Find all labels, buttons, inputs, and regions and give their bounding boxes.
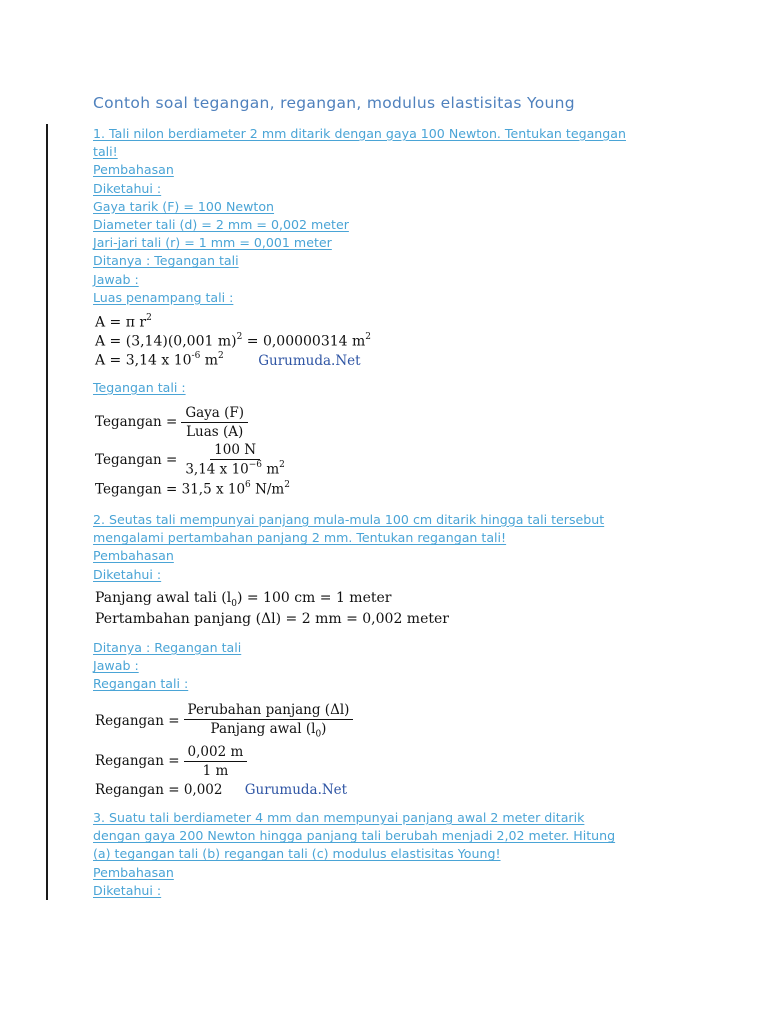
- gurumuda-watermark: Gurumuda.Net: [258, 352, 361, 369]
- q3-line: Diketahui :: [93, 882, 162, 898]
- stress-equation: [95, 403, 290, 500]
- strain-eq-line-2: Regangan = $\frac{0,002 m}{1 m}$: [95, 742, 353, 780]
- q2-line: 2. Seutas tali mempunyai panjang mula-mula 100 cm ditarik hingga tali tersebut: [93, 512, 605, 527]
- q1-line: Gaya tarik (F) = 100 Newton: [93, 198, 275, 214]
- strain-fraction-1: $\frac{\text{Perubahan panjang (Δl)}}{Panjang awal (l_0)}$: [184, 702, 354, 740]
- strain-equation: [95, 700, 353, 801]
- stress-eq-result: Tegangan = 31,5 x $10^6$ $N/m^2$: [95, 480, 290, 498]
- area-equation: [95, 314, 371, 371]
- stress-fraction-1: $\frac{\text{Gaya (F)}}{\text{Luas (A)}}$: [181, 405, 248, 440]
- q1-line: Ditanya : Tegangan tali: [93, 253, 239, 269]
- q2-line: Jawab :: [93, 658, 139, 674]
- gurumuda-watermark: Gurumuda.Net: [244, 782, 348, 798]
- q1-line: Jari-jari tali (r) = 1 mm = 0,001 meter: [93, 235, 332, 251]
- question-2-cont[interactable]: [93, 639, 693, 694]
- q1-line: Diameter tali (d) = 2 mm = 0,002 meter: [93, 217, 349, 233]
- q2-line: Ditanya : Regangan tali: [93, 640, 242, 655]
- q2-line: mengalami pertambahan panjang 2 mm. Tentukan regangan tali!: [93, 530, 507, 546]
- page-title: Contoh soal tegangan, regangan, modulus elastisitas Young: [93, 94, 575, 112]
- given-eq-line-1: Panjang awal tali $(l_0) = 100$ cm = 1 meter: [95, 590, 392, 609]
- left-margin-rule: [46, 124, 48, 900]
- given-eq-line-2: Pertambahan panjang (Δl) = 2 mm = 0,002 meter: [95, 611, 449, 627]
- stress-eq-line-2: Tegangan = $\frac{100 N}{3,14 x 10^{-6} m^2}$: [95, 441, 290, 479]
- stress-label: Tegangan tali :: [93, 380, 186, 395]
- strain-eq-line-1: Regangan = $\frac{\text{Perubahan panjang (Δl)}}{Panjang awal (l_0)}$: [95, 700, 353, 742]
- q3-line: dengan gaya 200 Newton hingga panjang tali berubah menjadi 2,02 meter. Hitung: [93, 828, 616, 844]
- stress-eq-line-1: Tegangan = $\frac{\text{Gaya (F)}}{\text{Luas (A)}}$: [95, 403, 290, 441]
- q3-line: (a) tegangan tali (b) regangan tali (c) modulus elastisitas Young!: [93, 846, 501, 862]
- q1-line: tali!: [93, 144, 118, 160]
- q2-line: Pembahasan: [93, 548, 174, 564]
- q2-line: Regangan tali :: [93, 676, 189, 692]
- q3-line: 3. Suatu tali berdiameter 4 mm dan mempunyai panjang awal 2 meter ditarik: [93, 810, 585, 825]
- q1-line: Pembahasan: [93, 162, 174, 178]
- question-2-text[interactable]: [93, 511, 693, 584]
- area-eq-line-1: A = π $r^2$: [95, 313, 152, 331]
- q1-line: Diketahui :: [93, 180, 162, 196]
- q3-line: Pembahasan: [93, 864, 174, 880]
- area-eq-line-2: A = (3,14)(0,001 m)$^2$ = 0,00000314 $m^2$: [95, 332, 372, 350]
- question-1-text[interactable]: [93, 125, 693, 307]
- question-3-text[interactable]: [93, 809, 693, 900]
- stress-fraction-2: $\frac{100 N}{3,14 x 10^{-6} m^2}$: [185, 442, 285, 478]
- q1-line: Jawab :: [93, 271, 139, 287]
- given-equation: [95, 590, 449, 630]
- strain-eq-result: Regangan = 0,002 Gurumuda.Net: [95, 782, 348, 798]
- area-eq-line-3: A = 3,14 x $10^{-6}$ $m^2$ Gurumuda.Net: [95, 351, 361, 369]
- q1-line: 1. Tali nilon berdiameter 2 mm ditarik dengan gaya 100 Newton. Tentukan tegangan: [93, 126, 626, 141]
- q2-line: Diketahui :: [93, 566, 162, 582]
- q1-line: Luas penampang tali :: [93, 289, 234, 305]
- strain-fraction-2: $\frac{0,002 m}{1 m}$: [184, 744, 248, 779]
